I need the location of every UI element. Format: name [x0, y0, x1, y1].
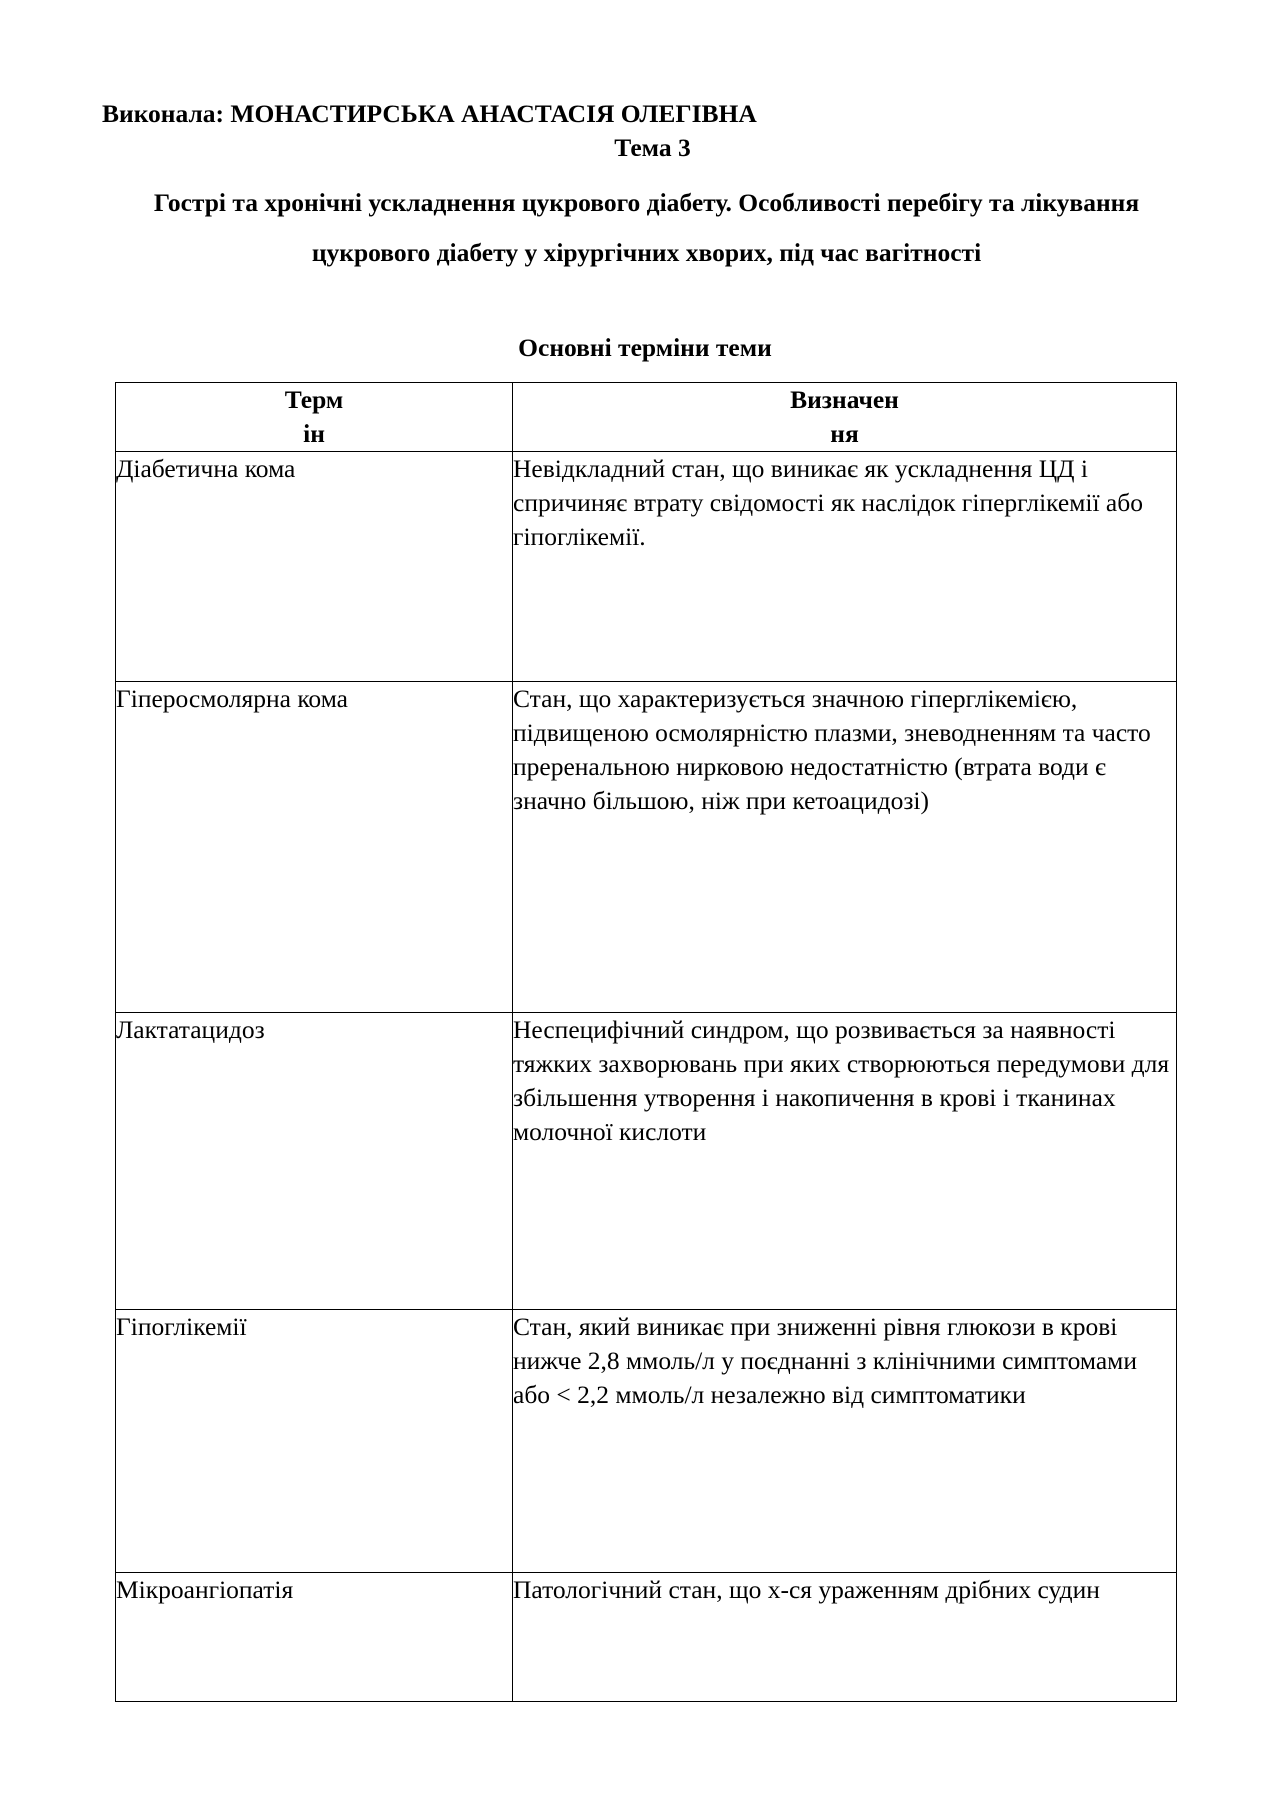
definition-cell: Неспецифічний синдром, що розвивається за наявності тяжких захворювань при яких створюються передумови для збільшення утворення і накопичення в крові і тканинах молочної кислоти: [513, 1013, 1177, 1310]
definition-cell: Невідкладний стан, що виникає як ускладнення ЦД і спричиняє втрату свідомості як наслідок гіперглікемії або гіпоглікемії.: [513, 452, 1177, 682]
term-header-line-2: ін: [303, 419, 325, 448]
table-row: [116, 452, 1177, 682]
table-row: [116, 1310, 1177, 1573]
table-caption: Основні терміни теми: [518, 333, 772, 362]
term-cell: Лактатацидоз: [116, 1013, 513, 1310]
definition-cell: Патологічний стан, що х-ся ураженням дрібних судин: [513, 1573, 1177, 1702]
term-cell: Мікроангіопатія: [116, 1573, 513, 1702]
definition-cell: Стан, що характеризується значною гіперглікемією, підвищеною осмолярністю плазми, зневодненням та часто преренальною нирковою недостатністю (втрата води є значно більшою, ніж при кетоацидозі): [513, 682, 1177, 1013]
term-cell: Гіперосмолярна кома: [116, 682, 513, 1013]
definition-cell: Стан, який виникає при зниженні рівня глюкози в крові нижче 2,8 ммоль/л у поєднанні з клінічними симптомами або < 2,2 ммоль/л незалежно від симптоматики: [513, 1310, 1177, 1573]
term-cell: Діабетична кома: [116, 452, 513, 682]
terms-table: [115, 382, 1177, 1702]
term-cell: Гіпоглікемії: [116, 1310, 513, 1573]
term-header-line-1: Терм: [284, 385, 344, 414]
definition-column-header: [513, 383, 1177, 452]
table-row: [116, 1013, 1177, 1310]
table-row: [116, 682, 1177, 1013]
table-header-row: [116, 383, 1177, 452]
topic-title: Гострі та хронічні ускладнення цукрового діабету. Особливості перебігу та лікування цукрового діабету у хірургічних хворих, під час вагітності: [153, 188, 1140, 267]
author-line: Виконала: МОНАСТИРСЬКА АНАСТАСІЯ ОЛЕГІВНА: [102, 99, 757, 128]
definition-header-line-1: Визначен: [790, 385, 899, 414]
term-column-header: [116, 383, 513, 452]
definition-header-line-2: ня: [830, 419, 859, 448]
table-row: [116, 1573, 1177, 1702]
topic-number: Тема 3: [614, 133, 691, 162]
